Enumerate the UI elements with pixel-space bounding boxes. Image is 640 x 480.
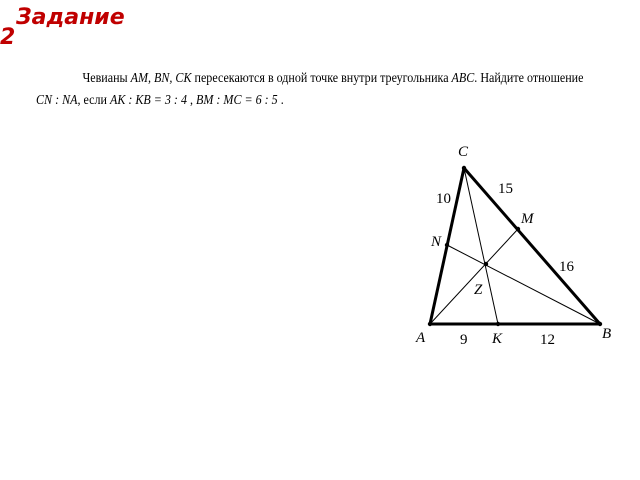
point-m <box>516 227 520 231</box>
length-ak: 9 <box>460 332 468 348</box>
length-cm: 15 <box>498 181 513 197</box>
vertex-a-dot <box>428 322 432 326</box>
side-cb <box>464 168 600 324</box>
label-b: B <box>602 326 612 342</box>
problem-math: BM : MC = 6 : 5 <box>196 93 278 108</box>
length-mb: 16 <box>559 259 574 275</box>
label-k: K <box>492 331 503 347</box>
problem-text: . <box>277 93 284 108</box>
problem-text: Чевианы <box>82 71 131 86</box>
problem-text: пересекаются в одной точке внутри треугольника <box>191 71 452 86</box>
problem-line-2 <box>36 90 552 112</box>
point-z <box>484 262 488 266</box>
problem-text: , если <box>77 93 110 108</box>
task-title <box>0 4 160 60</box>
vertex-c-dot <box>462 166 466 170</box>
label-c: C <box>458 144 469 160</box>
triangle-figure <box>400 136 630 356</box>
cevian-am <box>430 229 518 324</box>
problem-math: AM, BN, CK <box>130 71 192 86</box>
length-kb: 12 <box>540 332 555 348</box>
problem-statement <box>36 68 636 112</box>
problem-text: . Найдите отношение <box>474 71 584 86</box>
label-m: M <box>521 211 534 227</box>
length-cn: 10 <box>436 191 451 207</box>
problem-text: , <box>186 93 197 108</box>
problem-math: AK : KB = 3 : 4 <box>109 93 187 108</box>
point-n <box>445 243 449 247</box>
label-a: A <box>416 330 426 346</box>
label-z: Z <box>474 282 483 298</box>
cevian-ck <box>464 168 498 324</box>
cevian-bn <box>447 245 600 324</box>
problem-math: ABC <box>451 71 475 86</box>
point-k <box>496 322 500 326</box>
problem-line-1 <box>36 68 584 90</box>
task-title-word: Задание <box>16 5 125 30</box>
task-title-number: 2 <box>0 25 16 50</box>
label-n: N <box>431 234 442 250</box>
problem-math: CN : NA <box>36 93 78 108</box>
